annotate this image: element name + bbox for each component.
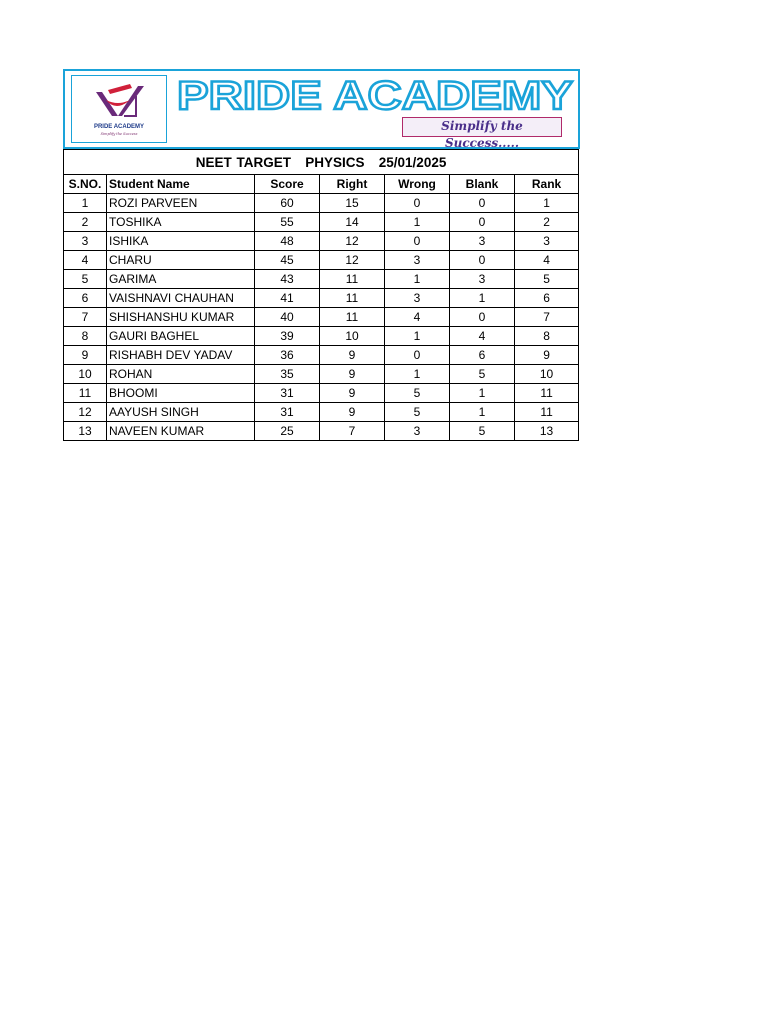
cell-sno: 10 bbox=[64, 365, 107, 384]
cell-right: 15 bbox=[320, 194, 385, 213]
table-row bbox=[64, 232, 579, 251]
result-sheet bbox=[63, 69, 578, 441]
cell-score: 35 bbox=[255, 365, 320, 384]
table-row bbox=[64, 422, 579, 441]
cell-rank: 7 bbox=[515, 308, 579, 327]
table-row bbox=[64, 251, 579, 270]
cell-wrong: 1 bbox=[385, 270, 450, 289]
table-row bbox=[64, 194, 579, 213]
cell-blank: 3 bbox=[450, 232, 515, 251]
cell-wrong: 0 bbox=[385, 346, 450, 365]
cell-name: ISHIKA bbox=[107, 232, 255, 251]
cell-name: NAVEEN KUMAR bbox=[107, 422, 255, 441]
cell-blank: 0 bbox=[450, 194, 515, 213]
cell-blank: 0 bbox=[450, 308, 515, 327]
cell-rank: 6 bbox=[515, 289, 579, 308]
cell-name: CHARU bbox=[107, 251, 255, 270]
cell-blank: 6 bbox=[450, 346, 515, 365]
table-row bbox=[64, 327, 579, 346]
cell-name: TOSHIKA bbox=[107, 213, 255, 232]
cell-name: ROZI PARVEEN bbox=[107, 194, 255, 213]
cell-right: 9 bbox=[320, 346, 385, 365]
cell-right: 11 bbox=[320, 308, 385, 327]
cell-right: 11 bbox=[320, 289, 385, 308]
cell-wrong: 5 bbox=[385, 384, 450, 403]
cell-sno: 2 bbox=[64, 213, 107, 232]
table-row bbox=[64, 308, 579, 327]
cell-name: RISHABH DEV YADAV bbox=[107, 346, 255, 365]
cell-rank: 11 bbox=[515, 403, 579, 422]
cell-wrong: 3 bbox=[385, 422, 450, 441]
table-row bbox=[64, 346, 579, 365]
academy-banner bbox=[63, 69, 580, 149]
col-score-header: Score bbox=[255, 175, 320, 194]
table-row bbox=[64, 289, 579, 308]
cell-blank: 4 bbox=[450, 327, 515, 346]
cell-score: 45 bbox=[255, 251, 320, 270]
cell-score: 25 bbox=[255, 422, 320, 441]
cell-right: 14 bbox=[320, 213, 385, 232]
cell-sno: 7 bbox=[64, 308, 107, 327]
cell-rank: 11 bbox=[515, 384, 579, 403]
cell-sno: 12 bbox=[64, 403, 107, 422]
cell-sno: 4 bbox=[64, 251, 107, 270]
header-row bbox=[64, 175, 579, 194]
table-row bbox=[64, 365, 579, 384]
cell-wrong: 0 bbox=[385, 232, 450, 251]
cell-blank: 0 bbox=[450, 213, 515, 232]
academy-tagline: Simplify the Success..... bbox=[402, 117, 562, 137]
table-row bbox=[64, 384, 579, 403]
cell-rank: 5 bbox=[515, 270, 579, 289]
cell-blank: 3 bbox=[450, 270, 515, 289]
cell-right: 10 bbox=[320, 327, 385, 346]
cell-blank: 5 bbox=[450, 422, 515, 441]
cell-wrong: 3 bbox=[385, 289, 450, 308]
cell-rank: 1 bbox=[515, 194, 579, 213]
cell-blank: 1 bbox=[450, 289, 515, 308]
cell-wrong: 3 bbox=[385, 251, 450, 270]
cell-right: 12 bbox=[320, 251, 385, 270]
cell-score: 60 bbox=[255, 194, 320, 213]
cell-wrong: 1 bbox=[385, 327, 450, 346]
cell-right: 9 bbox=[320, 384, 385, 403]
brand-title bbox=[173, 73, 577, 115]
cell-wrong: 5 bbox=[385, 403, 450, 422]
cell-sno: 5 bbox=[64, 270, 107, 289]
cell-rank: 8 bbox=[515, 327, 579, 346]
cell-rank: 13 bbox=[515, 422, 579, 441]
col-blank-header: Blank bbox=[450, 175, 515, 194]
cell-blank: 0 bbox=[450, 251, 515, 270]
table-row bbox=[64, 403, 579, 422]
table-body bbox=[64, 194, 579, 441]
cell-wrong: 4 bbox=[385, 308, 450, 327]
logo-name: PRIDE ACADEMY bbox=[93, 124, 145, 130]
cell-right: 9 bbox=[320, 403, 385, 422]
sheet-title-row bbox=[64, 150, 579, 175]
cell-rank: 10 bbox=[515, 365, 579, 384]
cell-sno: 3 bbox=[64, 232, 107, 251]
table-row bbox=[64, 213, 579, 232]
cell-sno: 8 bbox=[64, 327, 107, 346]
cell-score: 39 bbox=[255, 327, 320, 346]
academy-logo bbox=[71, 75, 167, 143]
cell-name: BHOOMI bbox=[107, 384, 255, 403]
brand-title-text: PRIDE ACADEMY bbox=[177, 74, 574, 115]
cell-right: 11 bbox=[320, 270, 385, 289]
cell-name: SHISHANSHU KUMAR bbox=[107, 308, 255, 327]
cell-name: VAISHNAVI CHAUHAN bbox=[107, 289, 255, 308]
cell-right: 12 bbox=[320, 232, 385, 251]
logo-tagline: Simplify the Success bbox=[100, 132, 138, 136]
cell-name: GARIMA bbox=[107, 270, 255, 289]
cell-score: 43 bbox=[255, 270, 320, 289]
cell-score: 40 bbox=[255, 308, 320, 327]
cell-sno: 11 bbox=[64, 384, 107, 403]
cell-wrong: 1 bbox=[385, 213, 450, 232]
cell-score: 31 bbox=[255, 403, 320, 422]
col-right-header: Right bbox=[320, 175, 385, 194]
cell-right: 7 bbox=[320, 422, 385, 441]
cell-sno: 9 bbox=[64, 346, 107, 365]
cell-wrong: 0 bbox=[385, 194, 450, 213]
cell-name: GAURI BAGHEL bbox=[107, 327, 255, 346]
cell-rank: 3 bbox=[515, 232, 579, 251]
cell-blank: 1 bbox=[450, 384, 515, 403]
table-row bbox=[64, 270, 579, 289]
cell-rank: 9 bbox=[515, 346, 579, 365]
cell-score: 41 bbox=[255, 289, 320, 308]
cell-score: 48 bbox=[255, 232, 320, 251]
cell-sno: 13 bbox=[64, 422, 107, 441]
cell-sno: 6 bbox=[64, 289, 107, 308]
col-name-header: Student Name bbox=[107, 175, 255, 194]
cell-score: 36 bbox=[255, 346, 320, 365]
results-table bbox=[63, 149, 579, 441]
cell-score: 55 bbox=[255, 213, 320, 232]
cell-rank: 4 bbox=[515, 251, 579, 270]
sheet-title: NEET TARGET PHYSICS 25/01/2025 bbox=[64, 150, 579, 175]
cell-blank: 1 bbox=[450, 403, 515, 422]
cell-name: AAYUSH SINGH bbox=[107, 403, 255, 422]
cell-name: ROHAN bbox=[107, 365, 255, 384]
cell-right: 9 bbox=[320, 365, 385, 384]
cell-blank: 5 bbox=[450, 365, 515, 384]
cell-wrong: 1 bbox=[385, 365, 450, 384]
col-wrong-header: Wrong bbox=[385, 175, 450, 194]
cell-rank: 2 bbox=[515, 213, 579, 232]
cell-score: 31 bbox=[255, 384, 320, 403]
col-rank-header: Rank bbox=[515, 175, 579, 194]
cell-sno: 1 bbox=[64, 194, 107, 213]
col-sno-header: S.NO. bbox=[64, 175, 107, 194]
